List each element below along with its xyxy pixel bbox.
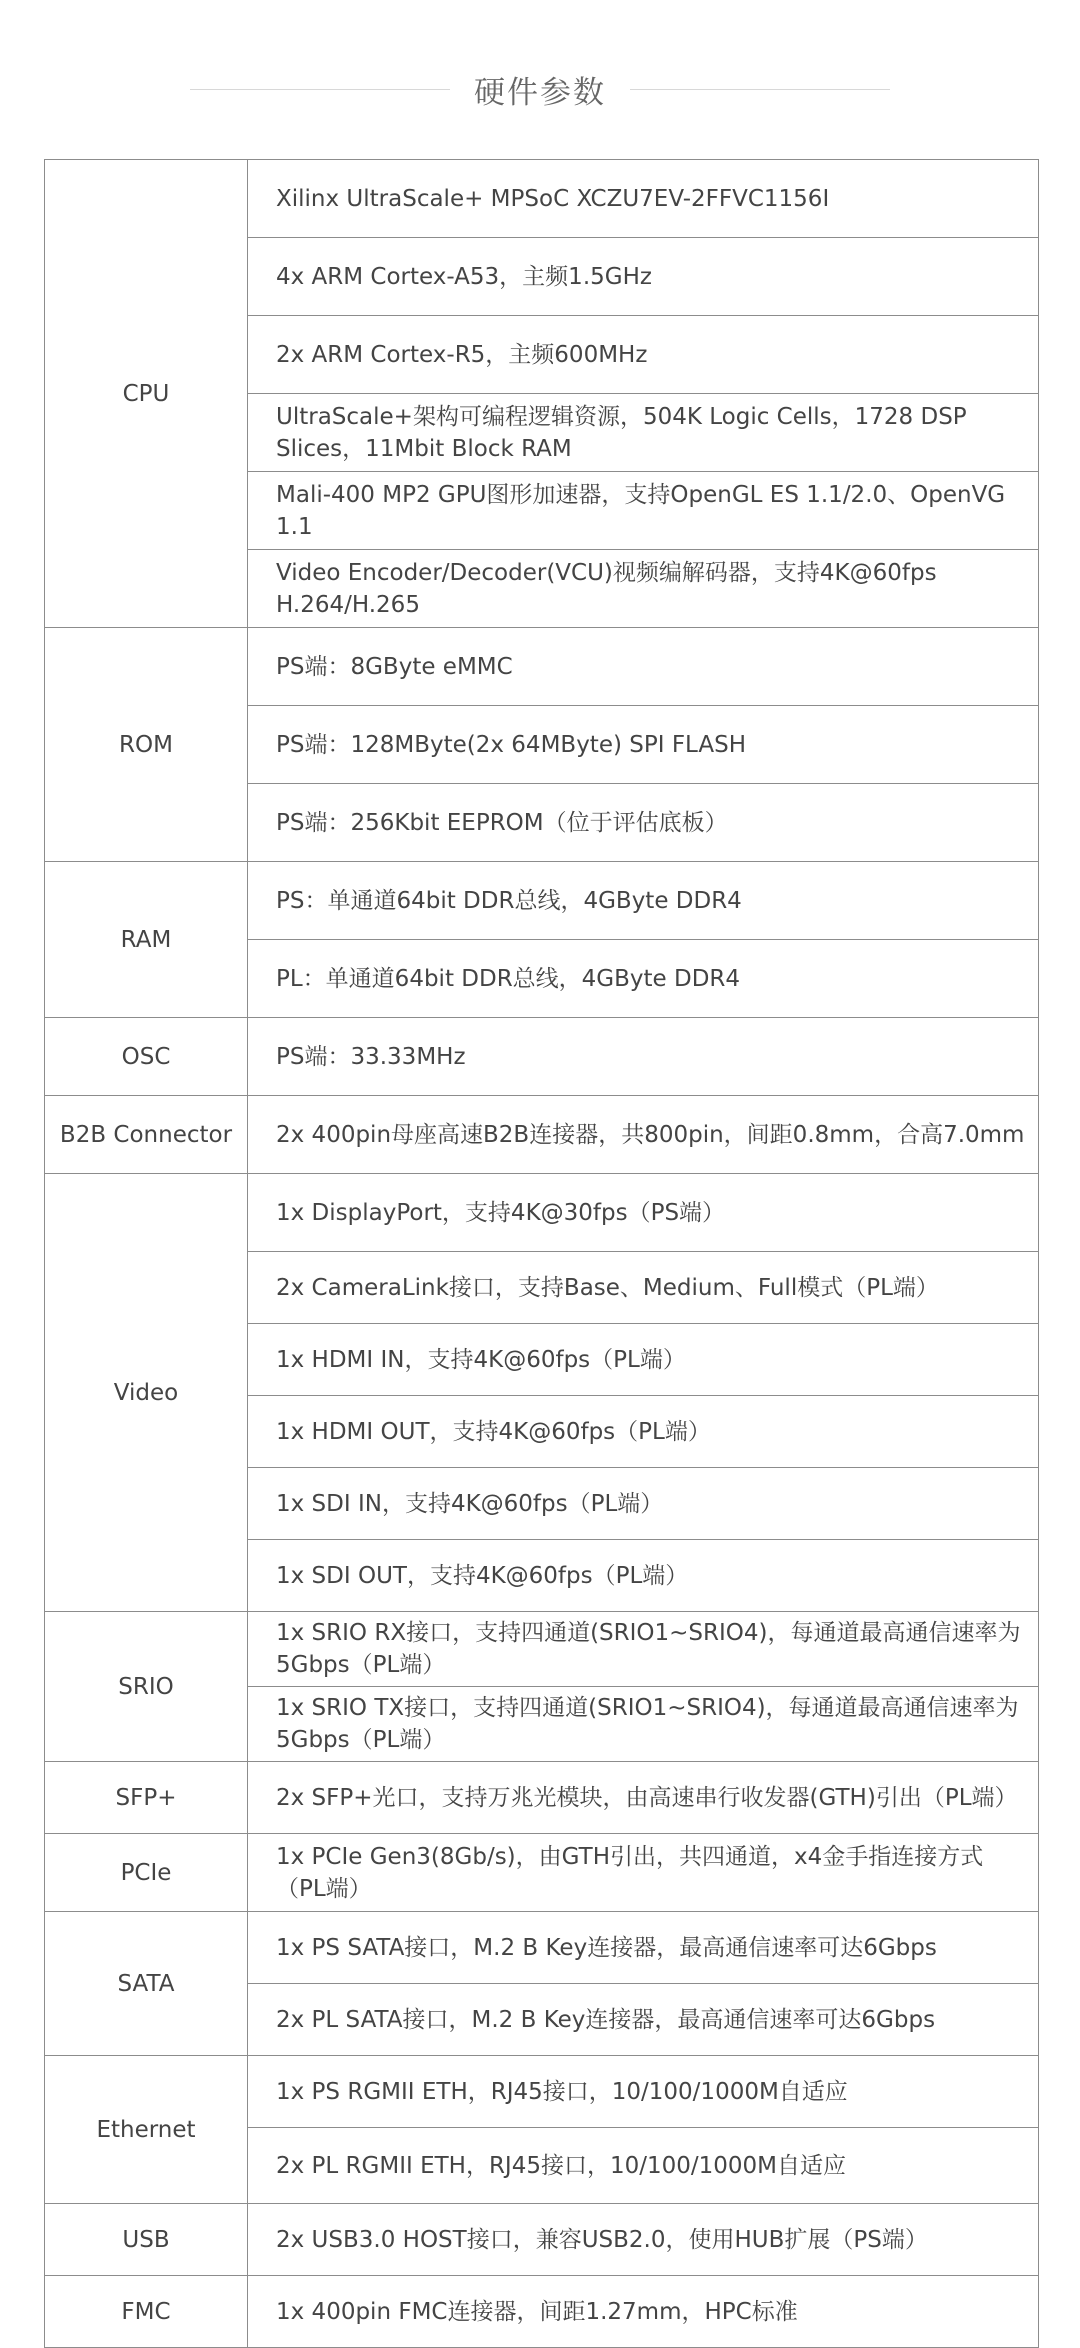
spec-cell — [248, 550, 1039, 628]
spec-cell — [248, 1396, 1039, 1468]
spec-cell — [248, 1834, 1039, 1912]
spec-cell — [248, 2204, 1039, 2276]
table-row — [45, 2276, 1039, 2348]
spec-text: Xilinx UltraScale+ MPSoC XCZU7EV-2FFVC1156I — [276, 185, 830, 212]
spec-text: 1x SRIO TX接口，支持四通道(SRIO1~SRIO4)，每通道最高通信速率为5Gbps（PL端） — [276, 1695, 1019, 1753]
spec-cell — [248, 1324, 1039, 1396]
spec-text: PS端：128MByte(2x 64MByte) SPI FLASH — [276, 731, 747, 758]
table-row — [45, 1912, 1039, 1984]
spec-cell — [248, 1687, 1039, 1762]
spec-cell — [248, 2056, 1039, 2128]
spec-cell — [248, 706, 1039, 784]
category-cell: ROM — [45, 628, 248, 862]
category-cell: B2B Connector — [45, 1096, 248, 1174]
category-cell: Ethernet — [45, 2056, 248, 2204]
spec-cell — [248, 1912, 1039, 1984]
spec-text: Video Encoder/Decoder(VCU)视频编解码器，支持4K@60fps H.264/H.265 — [276, 559, 937, 618]
table-row — [45, 1762, 1039, 1834]
table-row — [45, 1612, 1039, 1687]
spec-text: 2x SFP+光口，支持万兆光模块，由高速串行收发器(GTH)引出（PL端） — [276, 1784, 1018, 1811]
table-row — [45, 862, 1039, 940]
category-cell: SATA — [45, 1912, 248, 2056]
hardware-spec-table — [44, 159, 1039, 2348]
spec-text: 1x HDMI OUT，支持4K@60fps（PL端） — [276, 1418, 711, 1445]
spec-cell — [248, 628, 1039, 706]
category-cell: Video — [45, 1174, 248, 1612]
title-divider-left — [190, 89, 450, 90]
spec-text: 2x ARM Cortex-R5，主频600MHz — [276, 341, 648, 368]
spec-text: 1x 400pin FMC连接器，间距1.27mm，HPC标准 — [276, 2298, 798, 2325]
spec-text: 2x USB3.0 HOST接口，兼容USB2.0，使用HUB扩展（PS端） — [276, 2226, 928, 2253]
category-cell: SRIO — [45, 1612, 248, 1762]
spec-text: 1x SRIO RX接口，支持四通道(SRIO1~SRIO4)，每通道最高通信速率为5Gbps（PL端） — [276, 1620, 1021, 1678]
spec-text: 1x DisplayPort，支持4K@30fps（PS端） — [276, 1199, 726, 1226]
spec-text: PS端：256Kbit EEPROM（位于评估底板） — [276, 809, 728, 836]
spec-text: 1x SDI IN，支持4K@60fps（PL端） — [276, 1490, 664, 1517]
page-title: 硬件参数 — [474, 74, 606, 111]
category-cell: FMC — [45, 2276, 248, 2348]
spec-cell — [248, 1252, 1039, 1324]
category-cell: CPU — [45, 160, 248, 628]
section-header — [190, 62, 890, 116]
spec-text: PS：单通道64bit DDR总线，4GByte DDR4 — [276, 887, 742, 914]
spec-cell — [248, 1612, 1039, 1687]
category-cell: PCIe — [45, 1834, 248, 1912]
spec-cell — [248, 784, 1039, 862]
spec-cell — [248, 394, 1039, 472]
spec-text: 1x PCIe Gen3(8Gb/s)，由GTH引出，共四通道，x4金手指连接方式（PL端） — [276, 1843, 984, 1902]
table-row — [45, 1096, 1039, 1174]
spec-cell — [248, 238, 1039, 316]
spec-text: UltraScale+架构可编程逻辑资源，504K Logic Cells，1728 DSP Slices，11Mbit Block RAM — [276, 403, 967, 462]
category-cell: OSC — [45, 1018, 248, 1096]
spec-text: Mali-400 MP2 GPU图形加速器，支持OpenGL ES 1.1/2.0、OpenVG 1.1 — [276, 481, 1006, 540]
table-row — [45, 2056, 1039, 2128]
spec-cell — [248, 1018, 1039, 1096]
spec-text: 1x PS SATA接口，M.2 B Key连接器，最高通信速率可达6Gbps — [276, 1934, 937, 1961]
spec-cell — [248, 940, 1039, 1018]
table-row — [45, 1018, 1039, 1096]
spec-cell — [248, 2128, 1039, 2204]
title-divider-right — [630, 89, 890, 90]
spec-cell — [248, 1174, 1039, 1252]
spec-cell — [248, 2276, 1039, 2348]
category-cell: SFP+ — [45, 1762, 248, 1834]
category-cell: USB — [45, 2204, 248, 2276]
spec-text: 4x ARM Cortex-A53，主频1.5GHz — [276, 263, 652, 290]
table-row — [45, 160, 1039, 238]
table-row — [45, 2204, 1039, 2276]
table-row — [45, 1174, 1039, 1252]
spec-text: 2x CameraLink接口，支持Base、Medium、Full模式（PL端） — [276, 1274, 939, 1301]
spec-text: 2x PL SATA接口，M.2 B Key连接器，最高通信速率可达6Gbps — [276, 2006, 936, 2033]
spec-text: 1x PS RGMII ETH，RJ45接口，10/100/1000M自适应 — [276, 2078, 848, 2105]
spec-cell — [248, 472, 1039, 550]
spec-text: 1x SDI OUT，支持4K@60fps（PL端） — [276, 1562, 689, 1589]
spec-cell — [248, 1762, 1039, 1834]
spec-cell — [248, 316, 1039, 394]
spec-text: 2x 400pin母座高速B2B连接器，共800pin，间距0.8mm，合高7.0mm — [276, 1121, 1025, 1148]
spec-text: PS端：8GByte eMMC — [276, 653, 513, 680]
spec-text: 1x HDMI IN，支持4K@60fps（PL端） — [276, 1346, 686, 1373]
table-row — [45, 1834, 1039, 1912]
spec-cell — [248, 1468, 1039, 1540]
spec-cell — [248, 1096, 1039, 1174]
spec-text: 2x PL RGMII ETH，RJ45接口，10/100/1000M自适应 — [276, 2152, 847, 2179]
spec-cell — [248, 160, 1039, 238]
table-row — [45, 628, 1039, 706]
category-cell: RAM — [45, 862, 248, 1018]
spec-text: PS端：33.33MHz — [276, 1043, 466, 1070]
spec-cell — [248, 1984, 1039, 2056]
spec-cell — [248, 1540, 1039, 1612]
spec-text: PL：单通道64bit DDR总线，4GByte DDR4 — [276, 965, 741, 992]
spec-cell — [248, 862, 1039, 940]
